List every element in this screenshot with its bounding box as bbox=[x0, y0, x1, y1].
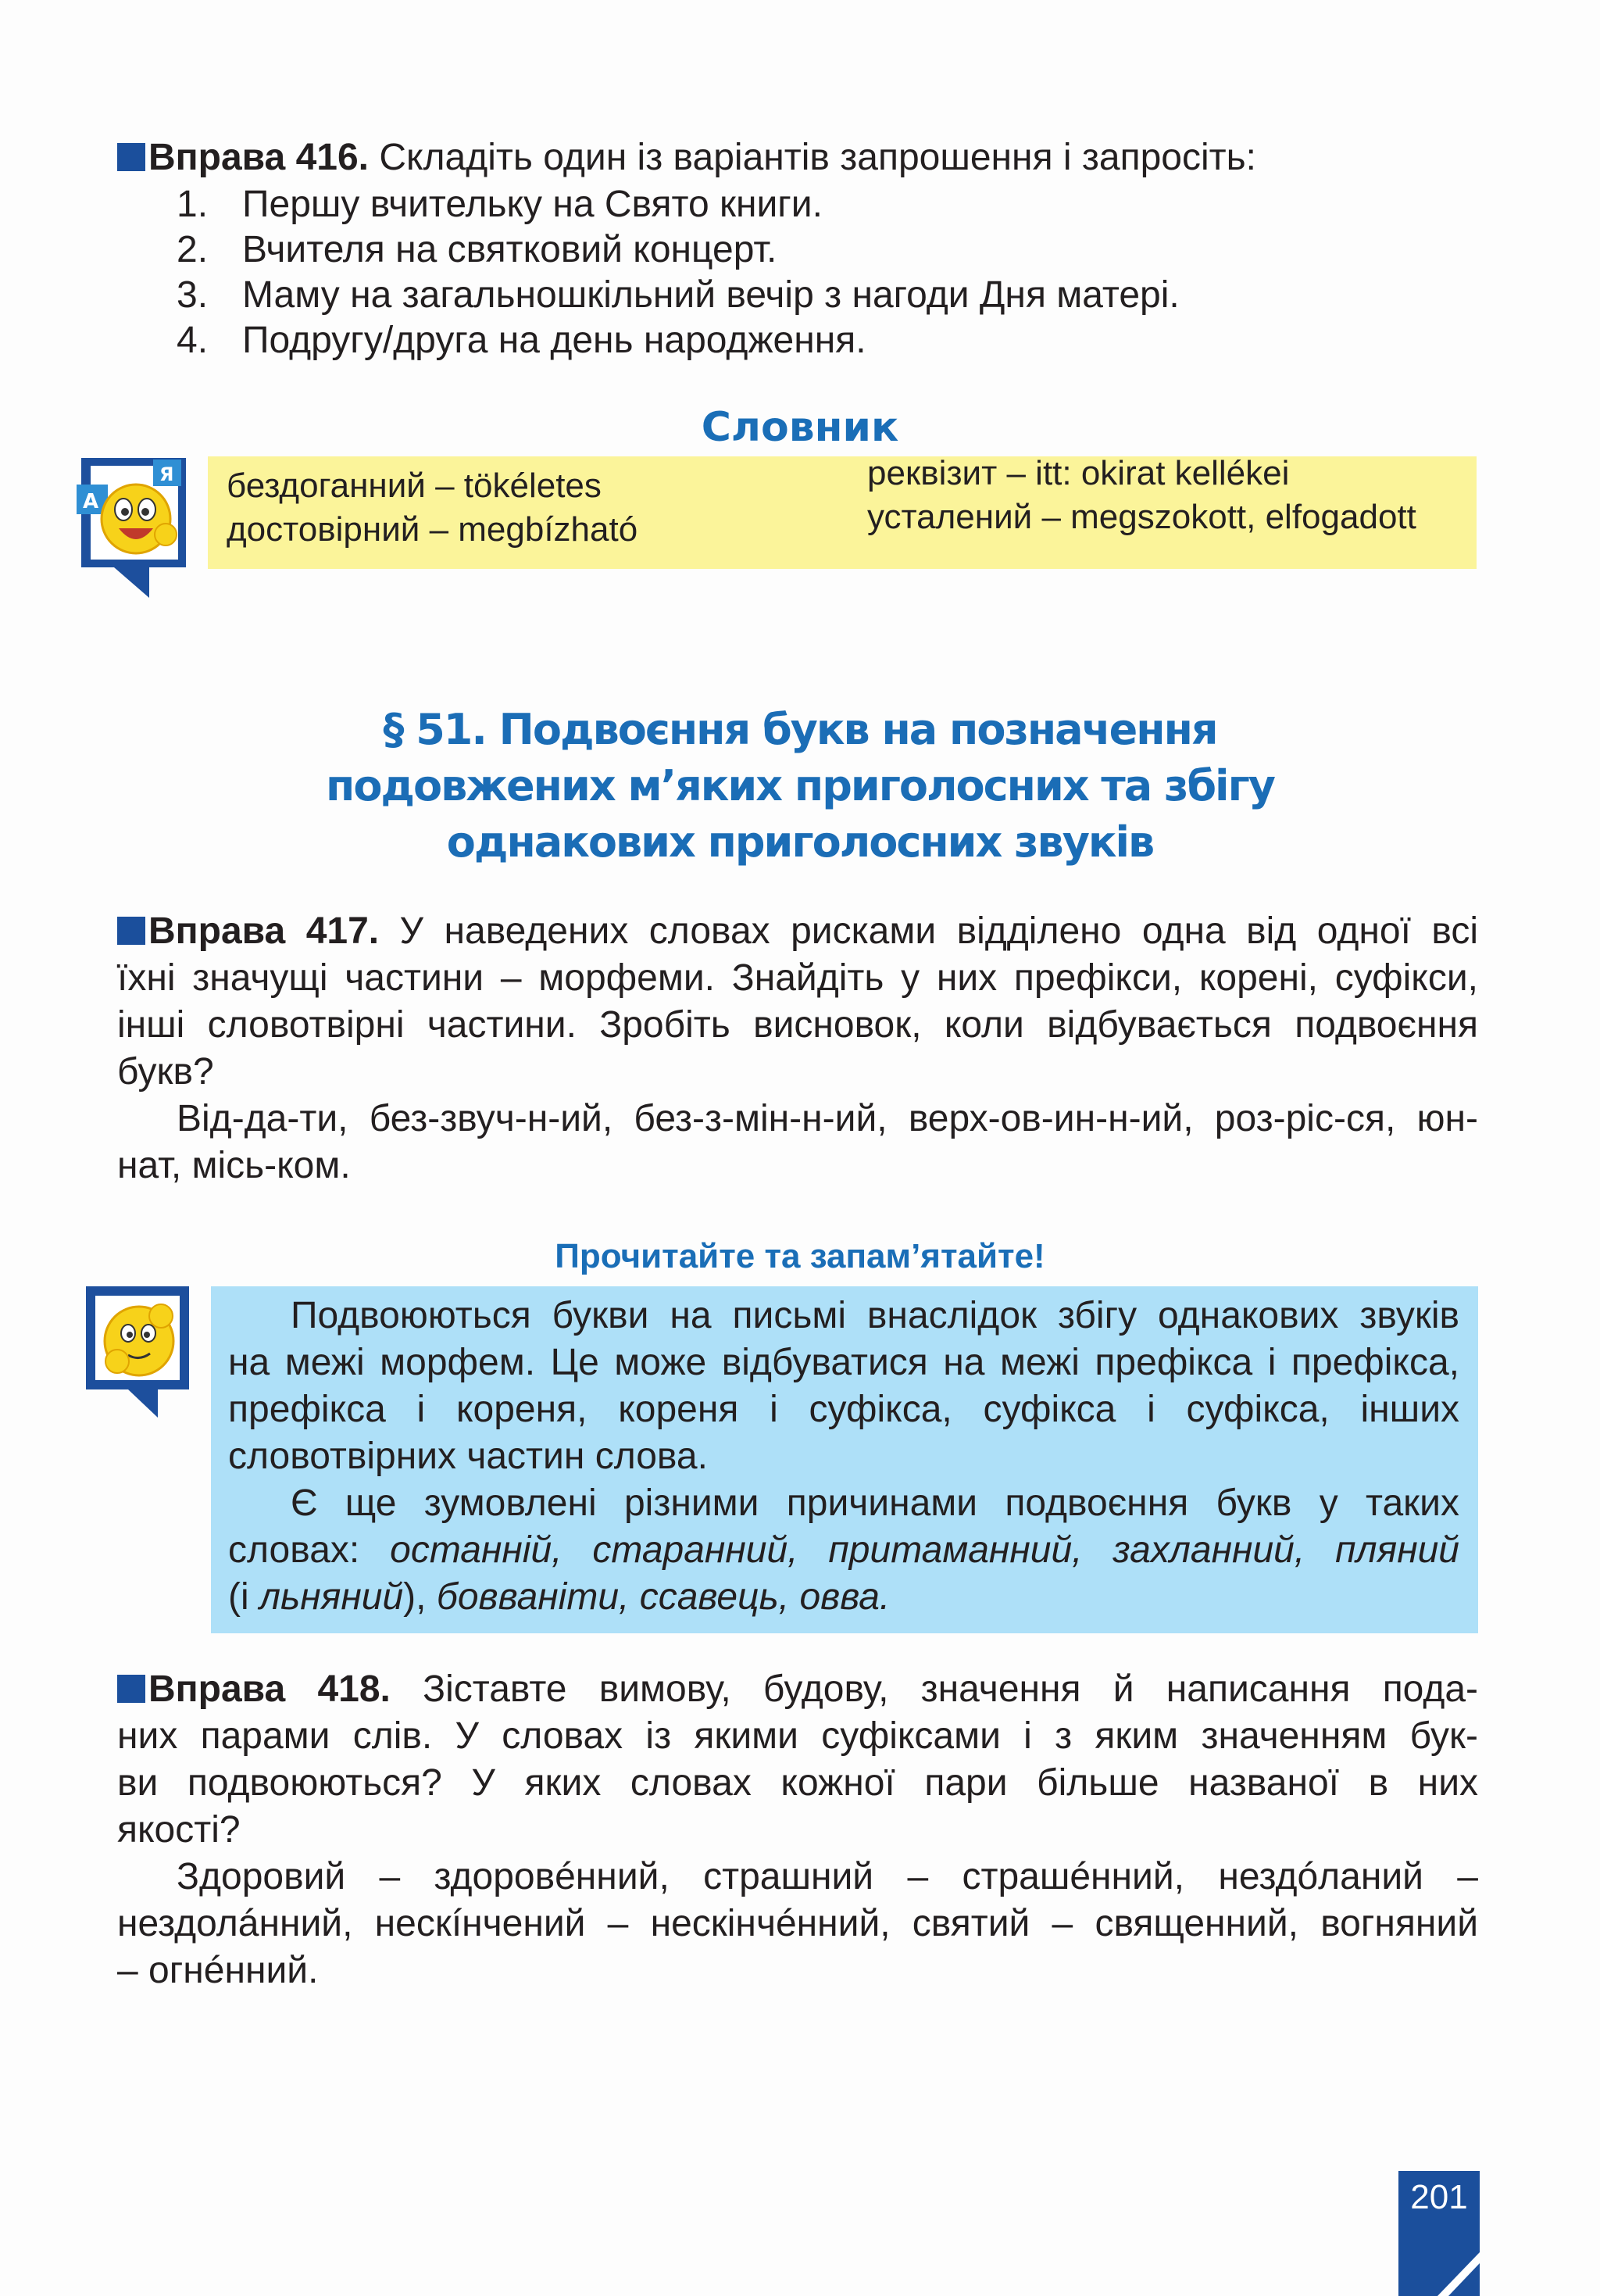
exercise-label: Вправа 416. bbox=[148, 137, 369, 178]
italic-words: бовваніти, ссавець, овва. bbox=[436, 1576, 891, 1618]
list-text: Першу вчительку на Свято книги. bbox=[242, 184, 823, 225]
exercise-text: У наведених словах рисками відділено одна від одної всі bbox=[379, 910, 1478, 952]
list-text: Вчителя на святковий концерт. bbox=[242, 229, 777, 270]
exercise-416 bbox=[117, 134, 1477, 363]
glossary-icon bbox=[75, 453, 192, 598]
list-text: Маму на загальношкільний вечір з нагоди Дня матері. bbox=[242, 274, 1180, 316]
list-number: 3. bbox=[177, 274, 209, 316]
exercise-text: Складіть один із варіантів запрошення і запросіть: bbox=[369, 137, 1256, 178]
list-number: 4. bbox=[177, 320, 209, 361]
list-item bbox=[177, 317, 1477, 363]
dictionary-smiley-icon bbox=[75, 453, 192, 598]
exercise-416-heading bbox=[117, 134, 1477, 181]
svg-text:Я: Я bbox=[159, 463, 174, 485]
text-line: якості? bbox=[117, 1809, 241, 1851]
exercise-label: Вправа 417. bbox=[148, 910, 380, 952]
text-line: Є ще зумовлені різними причинами подвоєння букв у таких bbox=[291, 1482, 1459, 1524]
list-item bbox=[177, 272, 1477, 317]
list-item bbox=[177, 227, 1477, 272]
plain-text: словах: bbox=[228, 1529, 391, 1571]
list-number: 1. bbox=[177, 184, 209, 225]
text-line: інші словотвірні частини. Зробіть висновок, коли відбувається подвоєння bbox=[117, 1004, 1478, 1046]
exercise-417 bbox=[117, 908, 1478, 1189]
page-number-tab bbox=[1398, 2171, 1480, 2296]
rule-text bbox=[228, 1293, 1459, 1621]
glossary-entry: достовірний – megbízható bbox=[227, 510, 638, 549]
glossary-entry: бездоганний – tökéletes bbox=[227, 467, 602, 505]
list-text: Подругу/друга на день народження. bbox=[242, 320, 866, 361]
section-heading-line: подовжених м’яких приголосних та збігу bbox=[326, 761, 1274, 810]
exercise-label: Вправа 418. bbox=[148, 1668, 391, 1710]
square-bullet-icon bbox=[117, 917, 145, 945]
list-item bbox=[177, 181, 1477, 227]
exercise-418 bbox=[117, 1666, 1478, 1994]
square-bullet-icon bbox=[117, 143, 145, 171]
italic-words: льняний bbox=[259, 1576, 404, 1618]
italic-words: останній, старанний, притаманний, захланний, пляний bbox=[390, 1529, 1459, 1571]
glossary-entry: усталений – megszokott, elfogadott bbox=[867, 498, 1416, 536]
text-line: ви подвоюються? У яких словах кожної пари більше названої в них bbox=[117, 1762, 1478, 1804]
glossary-left-column bbox=[227, 464, 638, 552]
svg-text:А: А bbox=[83, 490, 99, 513]
exercise-416-list bbox=[177, 181, 1477, 363]
glossary-right-column bbox=[867, 452, 1416, 539]
text-line: їхні значущі частини – морфеми. Знайдіть у них префікси, корені, суфікси, bbox=[117, 957, 1478, 999]
text-line bbox=[117, 1666, 1478, 1713]
square-bullet-icon bbox=[117, 1675, 145, 1703]
example-line: Від-да-ти, без-звуч-н-ий, без-з-мін-н-ий, верх-ов-ин-н-ий, роз-ріс-ся, юн- bbox=[177, 1098, 1478, 1139]
text-line bbox=[228, 1527, 1459, 1574]
text-line: на межі морфем. Це може відбуватися на межі префікса і префікса, bbox=[228, 1342, 1459, 1383]
plain-text: (і bbox=[228, 1576, 259, 1618]
section-heading bbox=[0, 702, 1600, 871]
text-line: них парами слів. У словах із якими суфіксами і з яким значенням бук- bbox=[117, 1715, 1478, 1757]
page-number: 201 bbox=[1410, 2178, 1468, 2216]
plain-text: ), bbox=[403, 1576, 437, 1618]
example-line: нат, місь-ком. bbox=[117, 1145, 351, 1186]
text-line bbox=[117, 908, 1478, 955]
text-line: словотвірних частин слова. bbox=[228, 1436, 708, 1477]
glossary-title: Словник bbox=[701, 404, 899, 451]
exercise-text: Зіставте вимову, будову, значення й написання пода- bbox=[390, 1668, 1479, 1710]
thinking-smiley-icon bbox=[83, 1285, 192, 1418]
text-line: префікса і кореня, кореня і суфікса, суфікса і суфікса, інших bbox=[228, 1389, 1459, 1430]
list-number: 2. bbox=[177, 229, 209, 270]
glossary-box bbox=[208, 456, 1477, 569]
rule-box bbox=[211, 1286, 1478, 1633]
example-line: нездолáнний, нескíнчений – нескінчéнний, святий – священний, вогняний bbox=[117, 1903, 1478, 1944]
text-line bbox=[228, 1574, 1459, 1621]
example-line: Здоровий – здоровéнний, страшний – страшéнний, нездóланий – bbox=[177, 1856, 1478, 1897]
page-corner-icon bbox=[1438, 2252, 1480, 2296]
rule-icon bbox=[83, 1285, 192, 1418]
section-heading-line: § 51. Подвоєння букв на позначення bbox=[383, 705, 1217, 754]
rule-title: Прочитайте та запам’ятайте! bbox=[555, 1237, 1045, 1275]
text-line: букв? bbox=[117, 1051, 214, 1093]
glossary-entry: реквізит – itt: okirat kellékei bbox=[867, 454, 1290, 492]
example-line: – огнéнний. bbox=[117, 1950, 319, 1991]
section-heading-line: однакових приголосних звуків bbox=[446, 817, 1154, 867]
text-line: Подвоюються букви на письмі внаслідок збігу однакових звуків bbox=[291, 1295, 1459, 1336]
